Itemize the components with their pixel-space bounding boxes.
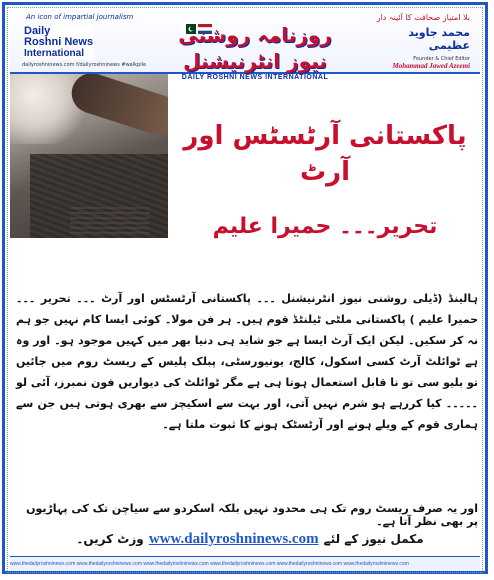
article-body: ہالینڈ (ڈیلی روشنی نیوز انٹرنیشنل ۔۔۔ پاکستانی آرٹسٹس اور آرٹ ۔۔۔ تحریر ۔۔۔ حمیرا علیم ) پاکستانی ملٹی ٹیلنٹڈ قوم ہیں۔ ہر فن مولا۔ کوئی ایسا کام نہیں جو ہم نہ کر سکیں۔ لیکن ایک آرٹ ایسا ہے جو شاید ہی دنیا بھر میں کہیں موجود ہو۔ اور وہ ہے ٹوائلٹ آرٹ کسی اسکول، کالج، یونیورسٹی، پبلک پلیس کے ریسٹ روم میں جائیں تو بلیو سی تو نا قابل استعمال ہوتا ہی ہے مگر ٹوائلٹ کی دیواریں فون نمبرز، آئی لو ۔۔۔۔۔ کیا کررہے ہو شرم نہیں آتی، اور بہت سے اسکیچز سے بھری ہوتی ہیں جن سے ہماری قوم کے ویلے ہونے اور آرٹسٹک ہونے کا ثبوت ملتا ہے۔ [16, 292, 478, 431]
masthead-english: DAILY ROSHNI NEWS INTERNATIONAL [181, 74, 329, 81]
social-handles: dailyroshninews.com f/dailyroshninews #walkpile [22, 62, 147, 68]
editor-role: Founder & Chief Editor [413, 56, 470, 62]
article-photo [10, 74, 168, 238]
editor-name-english: Mohammad Jawed Azeemi [392, 62, 470, 70]
article-author: تحریر۔۔۔ حمیرا علیم [212, 214, 438, 239]
cta-suffix: وزٹ کریں۔ [76, 532, 144, 546]
cta-line [60, 528, 440, 548]
logo [24, 26, 94, 60]
photo-graffiti [70, 204, 150, 234]
article-title: پاکستانی آرٹسٹس اور آرٹ [183, 121, 467, 187]
masthead-urdu: روزنامہ روشنی نیوز انٹرنیشنل [178, 23, 332, 73]
footer-urls: www.thedailyroshninews.com www.thedailyroshninews.com www.thedailyroshninews.com www.thedailyroshninews.com www.thedailyroshninews.com www.thedailyroshninews.com [10, 556, 480, 571]
site-link[interactable]: www.dailyroshninews.com [148, 531, 319, 547]
logo-line1: Daily [24, 25, 51, 37]
cta-prefix: مکمل نیوز کے لئے [323, 532, 424, 546]
editor-block [374, 26, 470, 70]
logo-line3: International [24, 48, 85, 59]
masthead-title [160, 22, 350, 81]
tagline-ur: بلا امتیاز صحافت کا آئینہ دار [376, 13, 470, 22]
masthead-header [10, 10, 480, 81]
editor-name-urdu: محمد جاوید عظیمی [408, 26, 470, 52]
article-closing: اور یہ صرف ریسٹ روم تک ہی محدود نہیں بلکہ اسکردو سے سیاچن تک کی پہاڑیوں پر بھی نظر آتا ہے۔ [26, 502, 478, 528]
logo-line2: Roshni News [24, 36, 94, 48]
tagline-en: An icon of impartial journalism [26, 13, 134, 21]
